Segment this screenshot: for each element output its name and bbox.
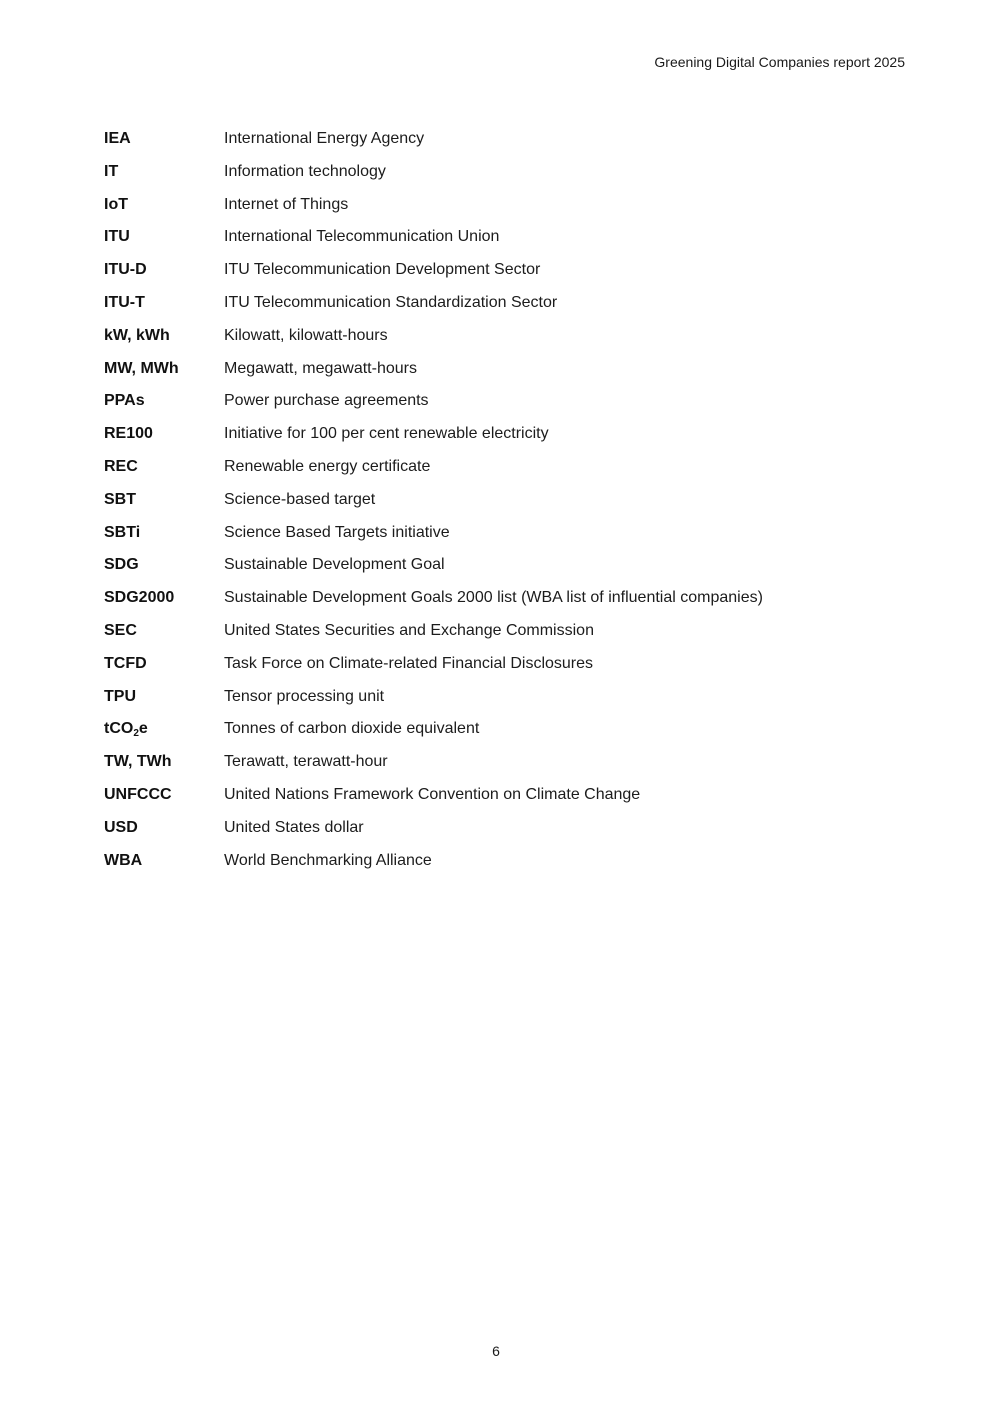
definition: United States dollar — [224, 818, 364, 836]
running-header: Greening Digital Companies report 2025 — [654, 54, 905, 70]
glossary-row-tco2e — [104, 718, 904, 751]
definition: Terawatt, terawatt-hour — [224, 753, 388, 771]
term — [104, 718, 224, 740]
glossary-row-sec — [104, 620, 904, 653]
definition: ITU Telecommunication Standardization Sector — [224, 293, 558, 311]
term: kW, kWh — [104, 326, 170, 344]
definition: International Energy Agency — [224, 130, 425, 147]
glossary-row-sdg — [104, 554, 904, 587]
glossary-row-tpu — [104, 686, 904, 719]
definition: United States Securities and Exchange Commission — [224, 621, 594, 639]
term: TW, TWh — [104, 753, 172, 771]
glossary-row-sbt — [104, 489, 904, 522]
definition: Information technology — [224, 162, 386, 180]
definition: Task Force on Climate-related Financial Disclosures — [224, 654, 594, 672]
term: SEC — [104, 621, 137, 639]
glossary-row-sbti — [104, 522, 904, 555]
term-suffix: e — [138, 720, 148, 738]
term: USD — [104, 818, 138, 836]
definition: International Telecommunication Union — [224, 228, 500, 246]
glossary-row-it — [104, 161, 904, 194]
definition: Science Based Targets initiative — [224, 523, 450, 541]
definition: Power purchase agreements — [224, 392, 429, 410]
term: TPU — [104, 687, 136, 705]
page-number: 6 — [492, 1343, 500, 1359]
glossary-row-usd — [104, 817, 904, 850]
definition: ITU Telecommunication Development Sector — [224, 261, 541, 279]
definition: Kilowatt, kilowatt-hours — [224, 326, 388, 344]
glossary-row-iot — [104, 194, 904, 227]
definition: Sustainable Development Goal — [224, 556, 445, 574]
term: ITU — [104, 228, 130, 246]
glossary-row-iea — [104, 128, 904, 161]
term: SDG — [104, 556, 139, 574]
definition: United Nations Framework Convention on Climate Change — [224, 785, 641, 803]
term: SBT — [104, 490, 136, 508]
term: REC — [104, 457, 138, 475]
definition: Renewable energy certificate — [224, 457, 431, 475]
term: IEA — [104, 130, 131, 147]
glossary-row-itu-d — [104, 259, 904, 292]
term: MW, MWh — [104, 359, 179, 377]
glossary-row-wba — [104, 850, 904, 883]
glossary-row-ppas — [104, 390, 904, 423]
glossary-row-itu-t — [104, 292, 904, 325]
abbreviations-list — [104, 128, 904, 882]
term: RE100 — [104, 425, 153, 443]
definition: Internet of Things — [224, 195, 349, 213]
term: ITU-T — [104, 293, 145, 311]
glossary-row-re100 — [104, 423, 904, 456]
term: PPAs — [104, 392, 145, 410]
definition: Science-based target — [224, 490, 376, 508]
definition: Initiative for 100 per cent renewable electricity — [224, 425, 549, 443]
glossary-row-unfccc — [104, 784, 904, 817]
glossary-row-tcfd — [104, 653, 904, 686]
glossary-row-kw-kwh — [104, 325, 904, 358]
term: WBA — [104, 851, 143, 869]
glossary-row-rec — [104, 456, 904, 489]
term-prefix: tCO — [104, 720, 134, 738]
term: TCFD — [104, 654, 147, 672]
definition: Tonnes of carbon dioxide equivalent — [224, 720, 480, 738]
term: UNFCCC — [104, 785, 172, 803]
definition: Megawatt, megawatt-hours — [224, 359, 417, 377]
definition: Tensor processing unit — [224, 687, 385, 705]
term: ITU-D — [104, 261, 147, 279]
term: SDG2000 — [104, 589, 175, 607]
definition: World Benchmarking Alliance — [224, 851, 432, 869]
glossary-row-itu — [104, 226, 904, 259]
term: IoT — [104, 195, 128, 213]
glossary-row-sdg2000 — [104, 587, 904, 620]
glossary-row-tw-twh — [104, 751, 904, 784]
term-subscript: 2 — [133, 728, 139, 740]
definition: Sustainable Development Goals 2000 list (WBA list of influential companies) — [224, 589, 763, 607]
glossary-row-mw-mwh — [104, 358, 904, 391]
term: IT — [104, 162, 119, 180]
term: SBTi — [104, 523, 141, 541]
